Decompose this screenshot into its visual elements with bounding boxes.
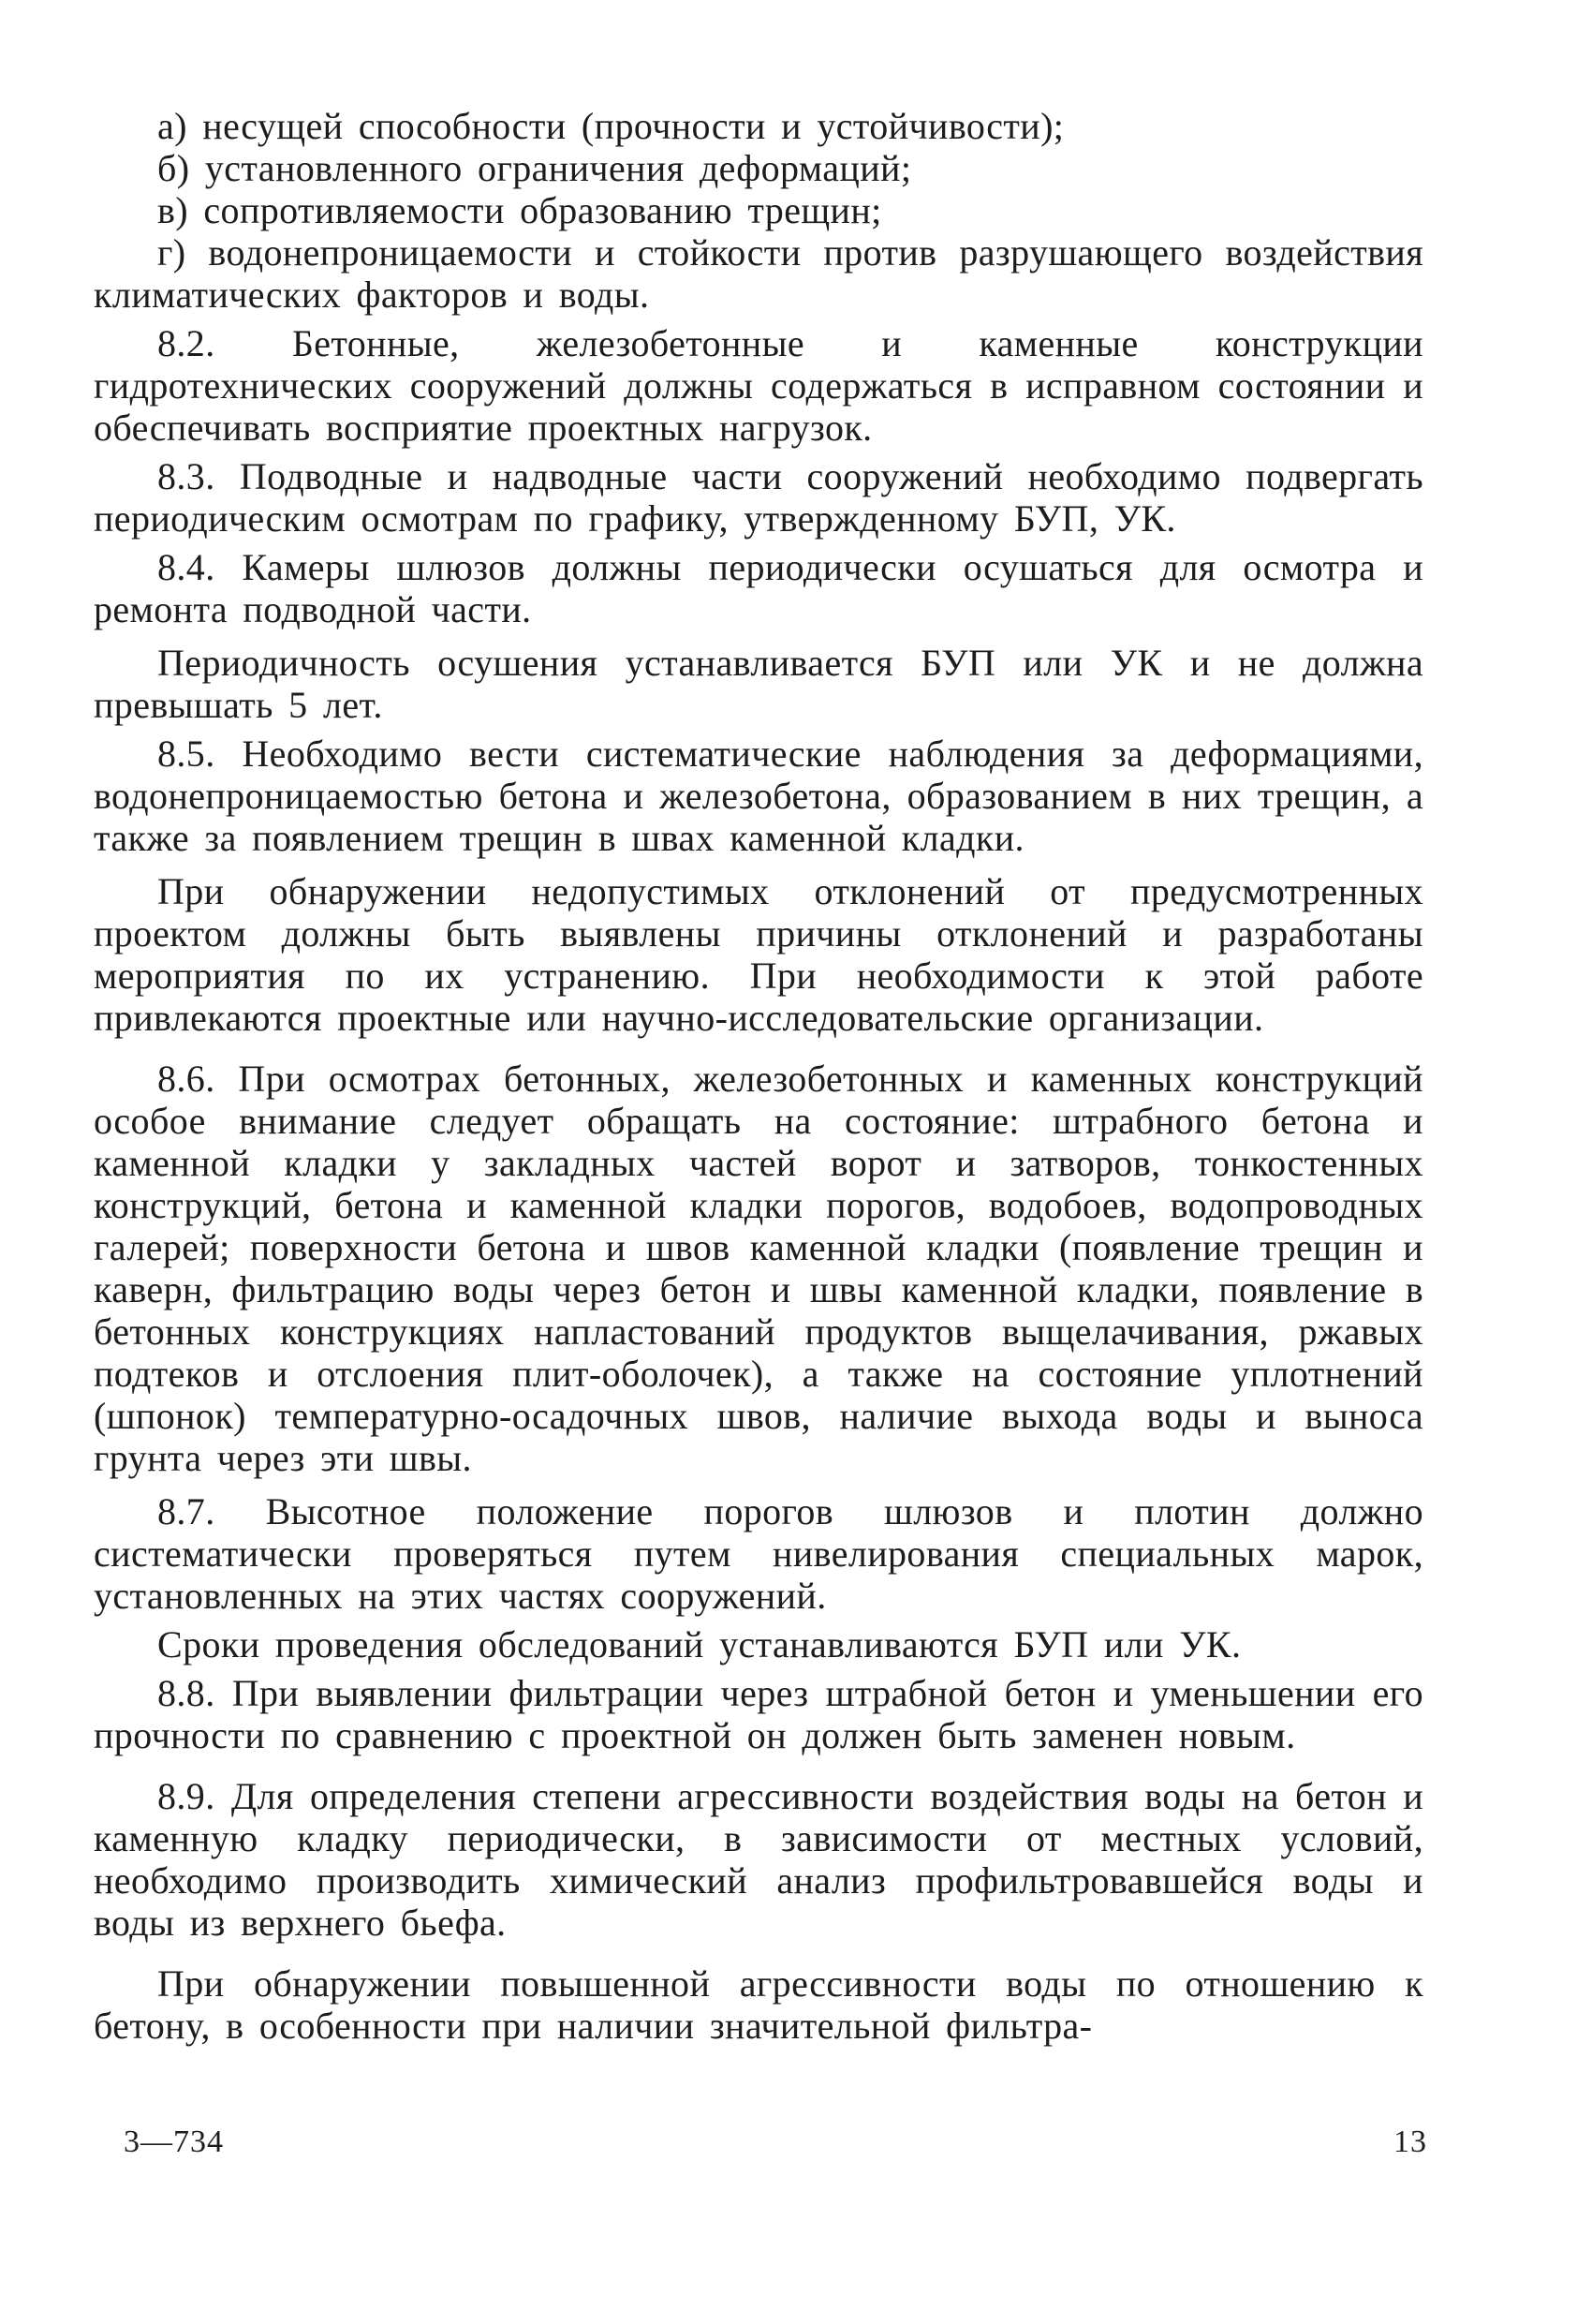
clause-8-5-deviations: При обнаружении недопустимых отклонений от предусмотренных проектом должны быть выявлены причины отклонений и разработаны мероприятия по их устранению. При необходимости к этой работе привлекаются проектные или научно-исследовательские организации. [94, 870, 1423, 1039]
clause-8-7-terms: Сроки проведения обследований устанавливаются БУП или УК. [157, 1623, 1242, 1665]
list-item-b: б) установленного ограничения деформаций; [157, 147, 912, 189]
clause-8-9: 8.9. Для определения степени агрессивности воздействия воды на бетон и каменную кладку периодически, в зависимости от местных условий, необходимо производить химический анализ профильтровавшейся воды и воды из верхнего бьефа. [94, 1775, 1423, 1944]
body-text [94, 105, 1423, 2047]
clause-8-3: 8.3. Подводные и надводные части сооружений необходимо подвергать периодическим осмотрам по графику, утвержденному БУП, УК. [94, 455, 1423, 540]
clause-8-9-aggressive: При обнаружении повышенной агрессивности воды по отношению к бетону, в особенности при наличии значительной фильтра- [94, 1962, 1423, 2047]
clause-8-2: 8.2. Бетонные, железобетонные и каменные конструкции гидротехнических сооружений должны содержаться в исправном состоянии и обеспечивать восприятие проектных нагрузок. [94, 322, 1423, 449]
list-item-a: а) несущей способности (прочности и устойчивости); [157, 105, 1065, 147]
clause-8-4: 8.4. Камеры шлюзов должны периодически осушаться для осмотра и ремонта подводной части. [94, 546, 1423, 630]
clause-8-4-periodicity: Периодичность осушения устанавливается БУП или УК и не должна превышать 5 лет. [94, 642, 1423, 726]
clause-8-5: 8.5. Необходимо вести систематические наблюдения за деформациями, водонепроницаемостью бетона и железобетона, образованием в них трещин, а также за появлением трещин в швах каменной кладки. [94, 733, 1423, 859]
page-number: 13 [1393, 2124, 1427, 2159]
clause-8-7: 8.7. Высотное положение порогов шлюзов и плотин должно систематически проверяться путем нивелирования специальных марок, установленных на этих частях сооружений. [94, 1490, 1423, 1617]
list-item-v: в) сопротивляемости образованию трещин; [157, 189, 882, 231]
list-item-g: г) водонепроницаемости и стойкости против разрушающего воздействия климатических факторов и воды. [94, 231, 1423, 316]
clause-8-8: 8.8. При выявлении фильтрации через штрабной бетон и уменьшении его прочности по сравнению с проектной он должен быть заменен новым. [94, 1672, 1423, 1756]
printer-signature: 3—734 [124, 2124, 224, 2159]
clause-8-6: 8.6. При осмотрах бетонных, железобетонных и каменных конструкций особое внимание следует обращать на состояние: штрабного бетона и каменной кладки у закладных частей ворот и затворов, тонкостенных конструкций, бетона и каменной кладки порогов, водобоев, водопроводных галерей; поверхности бетона и швов каменной кладки (появление трещин и каверн, фильтрацию воды через бетон и швы каменной кладки, появление в бетонных конструкциях напластований продуктов выщелачивания, ржавых подтеков и отслоения плит-оболочек), а также на состояние уплотнений (шпонок) температурно-осадочных швов, наличие выхода воды и выноса грунта через эти швы. [94, 1058, 1423, 1479]
